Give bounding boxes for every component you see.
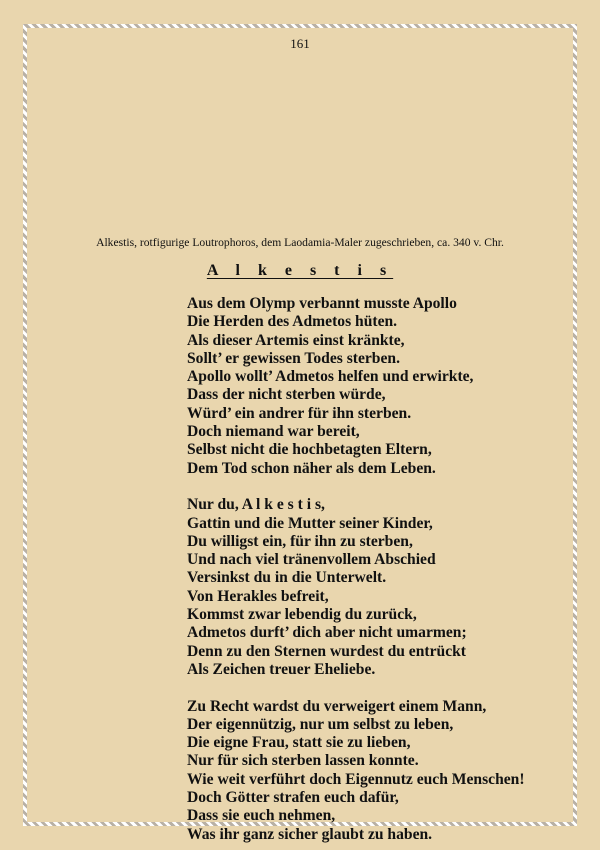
poem-line: Selbst nicht die hochbetagten Eltern, — [187, 441, 432, 459]
poem-line: Doch Götter strafen euch dafür, — [187, 789, 399, 807]
poem-line: Aus dem Olymp verbannt musste Apollo — [187, 295, 457, 312]
poem-line: Zu Recht wardst du verweigert einem Mann, — [187, 697, 487, 715]
poem-line: Sollt’ er gewissen Todes sterben. — [187, 349, 400, 367]
poem-line: Die Herden des Admetos hüten. — [187, 313, 398, 331]
poem-line: Als Zeichen treuer Eheliebe. — [187, 660, 376, 678]
poem-line: Nur du, A l k e s t i s, — [187, 496, 325, 514]
poem-line: Denn zu den Sternen wurdest du entrückt — [187, 642, 466, 660]
poem-line: Kommst zwar lebendig du zurück, — [187, 606, 417, 624]
poem-line: Würd’ ein andrer für ihn sterben. — [187, 404, 412, 422]
poem-line: Nur für sich sterben lassen konnte. — [187, 752, 419, 770]
poem-line: Als dieser Artemis einst kränkte, — [187, 331, 405, 349]
page-number: 161 — [290, 36, 310, 51]
stanza-2 — [187, 496, 567, 679]
poem-line: Dem Tod schon näher als dem Leben. — [187, 459, 436, 477]
poem-line: Wie weit verführt doch Eigennutz euch Menschen! — [187, 770, 525, 788]
poem-line: Dass der nicht sterben würde, — [187, 386, 386, 404]
poem-line: Gattin und die Mutter seiner Kinder, — [187, 514, 433, 532]
poem — [187, 295, 567, 844]
stanza-3 — [187, 698, 567, 844]
stanza-1 — [187, 295, 567, 478]
poem-line: Von Herakles befreit, — [187, 587, 329, 605]
poem-line: Versinkst du in die Unterwelt. — [187, 569, 387, 587]
poem-line: Admetos durft’ dich aber nicht umarmen; — [187, 624, 467, 642]
poem-line: Dass sie euch nehmen, — [187, 807, 336, 825]
image-caption: Alkestis, rotfigurige Loutrophoros, dem Laodamia-Maler zugeschrieben, ca. 340 v. Chr. — [96, 236, 504, 249]
poem-line: Der eigennützig, nur um selbst zu leben, — [187, 715, 454, 733]
poem-line: Apollo wollt’ Admetos helfen und erwirkte, — [187, 368, 474, 386]
poem-title: A l k e s t i s — [206, 262, 394, 279]
poem-line: Und nach viel tränenvollem Abschied — [187, 551, 436, 569]
poem-line: Was ihr ganz sicher glaubt zu haben. — [187, 825, 433, 843]
poem-line: Die eigne Frau, statt sie zu lieben, — [187, 734, 411, 752]
poem-line: Du willigst ein, für ihn zu sterben, — [187, 532, 413, 550]
poem-line: Doch niemand war bereit, — [187, 423, 360, 441]
